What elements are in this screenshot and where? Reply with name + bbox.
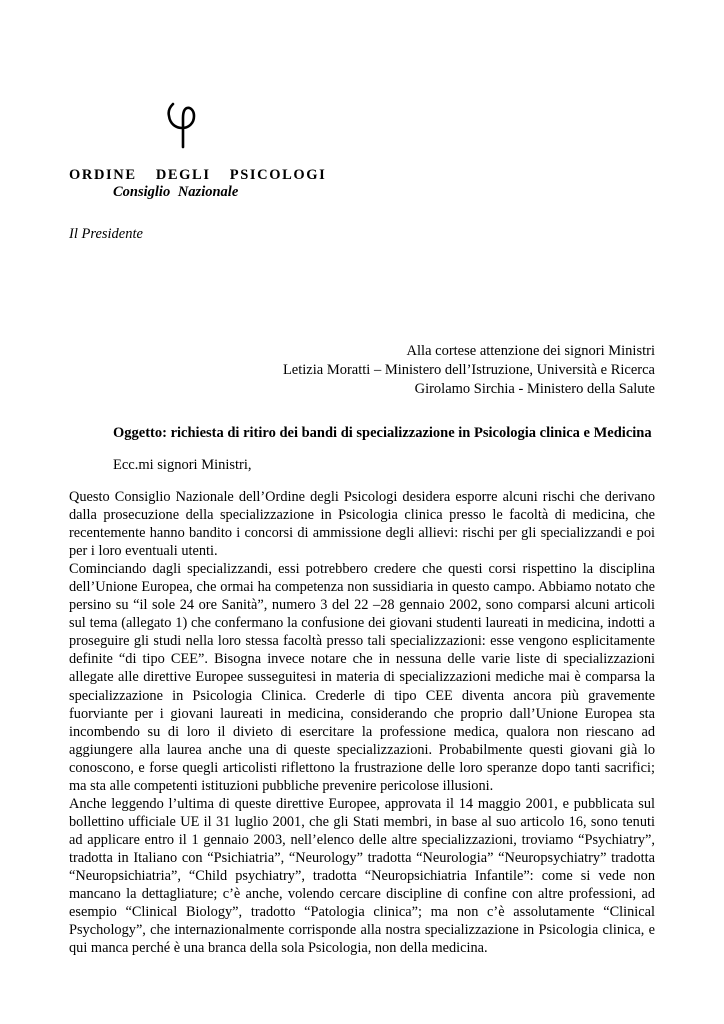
addressee-line: Alla cortese attenzione dei signori Ministri [406, 343, 655, 359]
salutation: Ecc.mi signori Ministri, [113, 457, 252, 473]
psi-icon [160, 100, 204, 150]
subject-line: Oggetto: richiesta di ritiro dei bandi di specializzazione in Psicologia clinica e Medicina [113, 425, 652, 441]
body-paragraph: Anche leggendo l’ultima di queste direttive Europee, approvata il 14 maggio 2001, e pubblicata sul bollettino ufficiale UE il 31 luglio 2001, che gli Stati membri, in base al suo articolo 16, sono tenuti ad applicare entro il 1 gennaio 2003, nell’elenco delle altre specializzazioni, troviamo “Psychiatry”, tradotta in Italiano con “Psichiatria”, “Neurology” tradotta “Neurologia” “Neuropsychiatry” tradotta “Neuropsichiatria”, “Child psychiatry”, tradotta “Neuropsichiatria Infantile”: come si vede non mancano la dettagliature; c’è anche, volendo cercare discipline di confine con altre professioni, ad esempio “Clinical Biology”, tradotto “Patologia clinica”; ma non c’è assolutamente “Clinical Psychology”, che internazionalmente corrisponde alla nostra specializzazione in Psicologia clinica, e qui manca perché è una branca della sola Psicologia, non della medicina. [69, 795, 655, 957]
addressee-line: Letizia Moratti – Ministero dell’Istruzione, Università e Ricerca [282, 362, 655, 378]
sender-role: Il Presidente [69, 226, 143, 242]
body-paragraph: Questo Consiglio Nazionale dell’Ordine degli Psicologi desidera esporre alcuni rischi che derivano dalla prosecuzione della specializzazione in Psicologia clinica presso le facoltà di medicina, che recentemente hanno bandito i concorsi di ammissione degli allievi: rischi per gli specializzandi e poi per i loro eventuali utenti. [69, 489, 655, 560]
organization-name: ORDINE DEGLI PSICOLOGI [69, 167, 327, 183]
addressee-line: Girolamo Sirchia - Ministero della Salute [414, 381, 655, 397]
addressee-block [283, 342, 655, 399]
body-paragraph: Cominciando dagli specializzandi, essi potrebbero credere che questi corsi rispettino la disciplina dell’Unione Europea, che ormai ha competenza non sussidiaria in questo campo. Abbiamo notato che persino su “il sole 24 ore Sanità”, numero 3 del 22 –28 gennaio 2002, sono comparsi alcuni articoli sul tema (allegato 1) che confermano la confusione dei giovani studenti laureati in medicina, indotti a proseguire gli studi nella loro stessa facoltà presso tali specializzazioni: esse vengono esplicitamente definite “di tipo CEE”. Bisogna invece notare che in nessuna delle varie liste di specializzazioni allegate alle direttive Europee susseguitesi in materia di specializzazioni mediche mai è comparsa la specializzazione in Psicologia Clinica. Crederle di tipo CEE diventa ancora più gravemente fuorviante per i giovani laureati in medicina, considerando che proprio dall’Unione Europea sta incombendo su di loro il divieto di esercitare la professione medica, qualora non riescano ad aggiungere alla laurea anche una di queste specializzazioni. Probabilmente questi giovani già lo conoscono, e forse quegli articolisti riflettono la frustrazione delle loro speranze dopo tanti sacrifici; ma sta alle competenti istituzioni pubbliche prevenire pericolose illusioni. [69, 561, 655, 794]
organization-subtitle: Consiglio Nazionale [113, 184, 239, 200]
letter-body [69, 488, 655, 957]
